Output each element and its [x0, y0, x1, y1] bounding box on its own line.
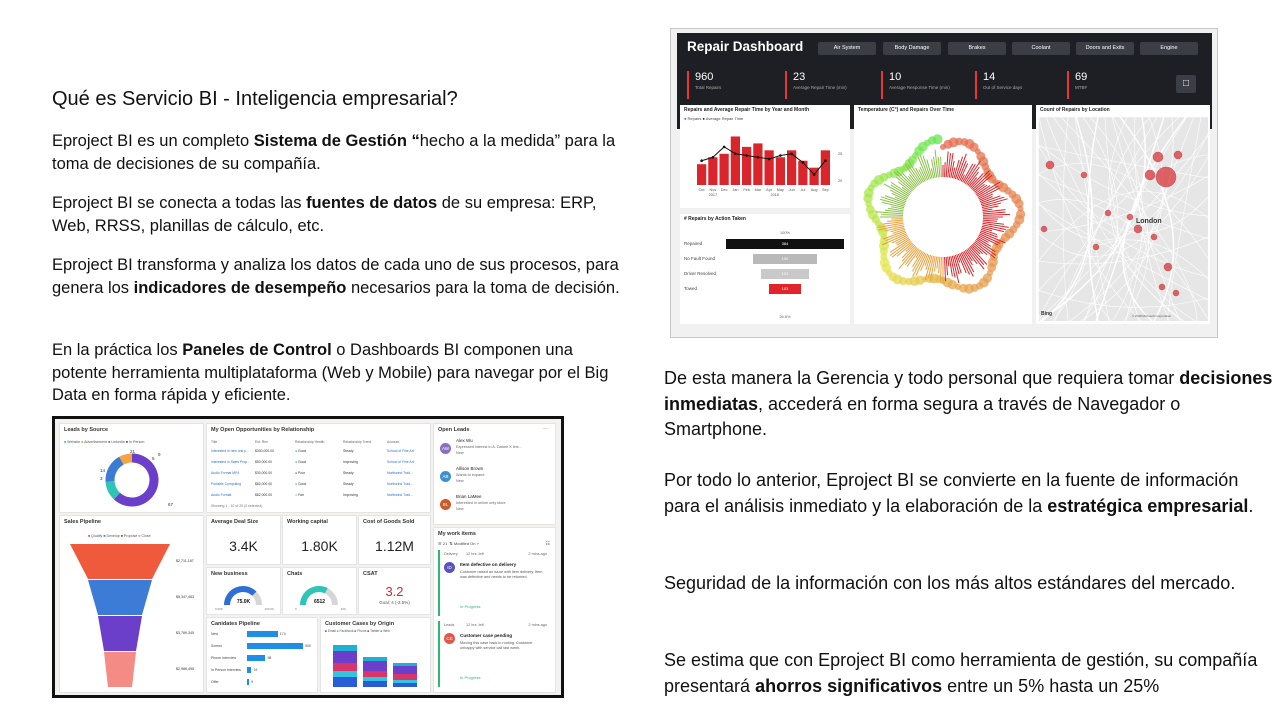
table-cell: Steady: [343, 449, 354, 453]
funnel-label: No Fault Found: [684, 256, 716, 261]
repair-bar: [731, 136, 740, 185]
candidate-value: 174: [279, 632, 286, 636]
map-location-bubble: [1105, 210, 1111, 216]
lead-desc: Wants to expand: [456, 473, 485, 477]
lead-name: Allison Brown: [456, 466, 484, 471]
work-item-ago: 2 mins ago: [528, 623, 547, 627]
month-tick: Mar: [754, 188, 762, 192]
lead-status: New: [456, 451, 464, 455]
cases-segment: [333, 651, 357, 663]
health-dot: ●: [295, 471, 298, 475]
working-capital-title: Working capital: [287, 519, 328, 525]
work-items-card: [433, 527, 556, 693]
donut-label: 3: [100, 476, 103, 481]
table-cell: $50,000.00: [255, 460, 272, 464]
lead-desc: Interested in online only store: [456, 501, 506, 505]
cases-segment: [333, 645, 357, 651]
avg-point: [779, 154, 782, 157]
chat-icon[interactable]: □: [1176, 75, 1196, 93]
map-location-bubble: [1151, 234, 1157, 240]
avatar: AW: [440, 443, 451, 454]
candidate-value: 98: [267, 656, 272, 660]
chats-min: 0: [295, 607, 297, 611]
month-tick: Feb: [743, 188, 750, 192]
map-location-bubble: [1173, 290, 1179, 296]
funnel-bottom-percent: 26.8%: [779, 314, 791, 319]
cases-segment: [393, 666, 417, 674]
data-sources-paragraph: Eproject BI se conecta a todas las fuentes de datos de su empresa: ERP, Web, RRSS, planillas de cálculo, etc.: [52, 194, 597, 235]
donut-label: 9: [158, 452, 161, 457]
repair-bar: [697, 164, 706, 185]
work-item-ago: 2 mins ago: [528, 552, 547, 556]
csat-card: [358, 567, 431, 615]
csat-goal: Goal: 4 (-3.5%): [379, 600, 410, 605]
map-location-bubble: [1153, 152, 1163, 162]
repair-bar: [765, 150, 774, 185]
candidate-bar: [247, 655, 265, 661]
month-tick: Sep: [821, 188, 829, 192]
map-location-bubble: [1174, 151, 1182, 159]
candidate-value: 9: [251, 680, 254, 684]
open-leads-title: Open Leads: [438, 427, 470, 433]
avg-point: [802, 161, 805, 164]
avatar: BL: [440, 499, 451, 510]
repair-bar: [787, 150, 796, 185]
avg-point: [700, 159, 703, 162]
candidate-label: Screen: [211, 644, 223, 648]
repair-bar: [753, 143, 762, 185]
new-business-card: [206, 567, 281, 615]
new-business-min: 0.00K: [215, 607, 223, 611]
funnel-bar: 192: [753, 254, 818, 264]
tab-brakes[interactable]: Brakes: [948, 42, 1006, 55]
repair-spike: [982, 206, 998, 209]
more-icon[interactable]: ···: [543, 426, 549, 432]
table-cell: $30,000.00: [255, 471, 272, 475]
repair-spike: [948, 257, 949, 266]
y-tick: 20: [838, 179, 843, 183]
kpi-out-of-service: 14 Out of Service days: [975, 71, 1022, 99]
work-item-status: In Progress: [460, 604, 481, 609]
table-cell: Steady: [343, 471, 354, 475]
repairs-by-action-panel: [680, 214, 850, 324]
repair-spike: [935, 150, 938, 178]
table-cell: ● Poor: [295, 471, 306, 475]
information-paragraph: Por todo lo anterior, Eproject BI se convierte en la fuente de información para el análisis inmediato y la elaboración de la estratégica empresarial.: [664, 470, 1254, 516]
funnel-bar: 384: [726, 239, 844, 249]
cases-segment: [393, 683, 417, 687]
location-title: Count of Repairs by Location: [1040, 107, 1110, 113]
cases-segment: [333, 671, 357, 677]
candidate-bar: [247, 679, 249, 685]
savings-paragraph: Se estima que con Eproject BI como herramienta de gestión, su compañía presentará ahorros significativos entre un 5% hasta un 25%: [664, 650, 1258, 696]
table-header: Est. Rev: [255, 440, 268, 444]
month-tick: Nov: [709, 188, 717, 192]
repair-spike: [887, 220, 903, 221]
avg-point: [790, 153, 793, 156]
repair-spike: [937, 257, 938, 269]
repair-spike: [945, 162, 946, 177]
avg-point: [745, 154, 748, 157]
table-cell: Portable Computing: [211, 482, 241, 486]
tab-body-damage[interactable]: Body Damage: [883, 42, 941, 55]
lead-desc: Expressed interest in A. Datum X line...: [456, 445, 522, 449]
pipeline-stage: [88, 580, 152, 615]
opportunities-card: [206, 423, 431, 513]
table-cell: $300,000.00: [255, 449, 274, 453]
temperature-radial-chart: [854, 117, 1032, 322]
month-tick: Jan: [732, 188, 739, 192]
cases-legend: ■ Email ■ Facebook ■ Phone ■ Twitter ■ Web: [325, 629, 390, 633]
open-leads-card: [433, 423, 556, 525]
pipeline-stage: [98, 616, 142, 651]
table-cell: ● Good: [295, 482, 307, 486]
chats-card: [282, 567, 357, 615]
location-panel: [1036, 105, 1210, 324]
repairs-legend: ● Repairs ● Average Repair Time: [684, 116, 744, 121]
repair-spike: [983, 220, 997, 221]
health-dot: ●: [295, 482, 298, 486]
kpi-total-repairs: 960 Total Repairs: [687, 71, 721, 99]
funnel-bar: 103: [769, 284, 801, 294]
table-cell: Interested in Sales Prop...: [211, 460, 251, 464]
table-header: Account: [387, 440, 400, 444]
map-location-bubble: [1145, 170, 1155, 180]
repairs-by-month-title: Repairs and Average Repair Time by Year and Month: [684, 107, 810, 113]
cases-segment: [393, 663, 417, 666]
month-tick: Apr: [766, 188, 773, 192]
work-item: [438, 621, 551, 687]
table-cell: $82,000.00: [255, 482, 272, 486]
avg-point: [723, 146, 726, 149]
avg-point: [757, 156, 760, 159]
map-location-bubble: [1127, 214, 1133, 220]
cases-segment: [333, 663, 357, 671]
table-cell: Steady: [343, 482, 354, 486]
cases-segment: [363, 671, 387, 677]
repair-spike: [972, 244, 982, 254]
map-location-bubble: [1041, 226, 1047, 232]
filter-icon[interactable]: ☰: [438, 541, 442, 546]
table-cell: School of Fine Art: [387, 460, 414, 464]
year-tick: 2017: [708, 193, 718, 197]
avg-point: [813, 173, 816, 176]
repair-spike: [941, 157, 942, 177]
map-location-bubble: [1093, 244, 1099, 250]
candidate-label: Phone Interview: [211, 656, 237, 660]
table-cell: ● Good: [295, 460, 307, 464]
opportunities-footer: Showing 1 - 10 of 20 (0 selected): [211, 504, 263, 508]
leads-by-source-card: [59, 423, 204, 513]
security-paragraph: Seguridad de la información con los más altos estándares del mercado.: [664, 573, 1236, 593]
table-cell: Northwind Trad...: [387, 493, 413, 497]
health-dot: ●: [295, 449, 298, 453]
grid-view-icon[interactable]: ☷: [545, 541, 550, 547]
map-location-bubble: [1159, 284, 1165, 290]
dashboards-paragraph: En la práctica los Paneles de Control o Dashboards BI componen una potente herramienta multiplataforma (Web y Mobile) para navegar por el Big Data en forma rápida y eficiente.: [52, 341, 609, 404]
funnel-top-percent: 100%: [779, 230, 791, 235]
month-tick: May: [776, 188, 784, 192]
repair-spike: [946, 257, 947, 275]
candidate-value: 19: [253, 668, 258, 672]
avatar: CE: [444, 633, 455, 644]
map-location-bubble: [1164, 263, 1172, 271]
temperature-panel: [854, 105, 1032, 324]
cases-segment: [393, 680, 417, 683]
month-tick: Jun: [788, 188, 795, 192]
crm-dashboard-screenshot: [52, 416, 564, 698]
repair-spike: [983, 219, 998, 220]
table-cell: Improving: [343, 460, 358, 464]
pipeline-stage: [70, 544, 170, 579]
tab-doors-and-exits[interactable]: Doors and Exits: [1076, 42, 1134, 55]
month-tick: Dec: [720, 188, 728, 192]
work-item-title: Customer case pending: [460, 633, 513, 638]
chats-value: 6512: [313, 599, 326, 605]
cases-segment: [333, 677, 357, 687]
map-copyright: © 2018 Microsoft Corporation: [1132, 314, 1172, 318]
repair-spike: [881, 215, 903, 216]
donut-label: 14: [100, 468, 106, 473]
leads-legend: ■ Website ■ Advertisement ■ LinkedIn ■ In Person: [64, 440, 145, 444]
month-tick: Oct: [698, 188, 705, 192]
work-item-desc: Moving this case back in routing. Customer unhappy with service call last week.: [460, 641, 533, 650]
avatar: ID: [444, 562, 455, 573]
new-business-title: New business: [211, 571, 248, 577]
donut-slice: [110, 461, 121, 482]
customer-cases-chart: [321, 635, 430, 691]
work-items-title: My work items: [438, 531, 476, 537]
donut-slice: [121, 458, 132, 461]
table-cell: Improving: [343, 493, 358, 497]
sales-pipeline-funnel: [60, 540, 203, 690]
pipeline-value: $5,347,463: [176, 595, 194, 599]
repair-spike: [918, 158, 927, 180]
repair-bar: [742, 147, 751, 185]
kpi-response-time: 10 Average Response Time (min): [881, 71, 950, 99]
sort-icon[interactable]: ⇅: [449, 541, 453, 546]
working-capital-value: 1.80K: [301, 538, 338, 554]
work-item-type: Leads: [444, 623, 455, 627]
cases-segment: [363, 661, 387, 671]
repair-bar: [708, 157, 717, 185]
cases-segment: [363, 657, 387, 661]
table-cell: Interested in new unit p...: [211, 449, 249, 453]
table-cell: School of Fine Art: [387, 449, 414, 453]
work-item: [438, 550, 551, 616]
map-location-bubble: [1046, 161, 1054, 169]
donut-slice: [110, 481, 117, 496]
leads-donut-chart: [82, 448, 182, 510]
cogs-value: 1.12M: [375, 538, 414, 554]
pipeline-stage: [104, 652, 136, 687]
avg-point: [712, 156, 715, 159]
month-tick: Jul: [800, 188, 806, 192]
page-title: Qué es Servicio BI - Inteligencia empresarial?: [52, 88, 458, 110]
candidate-bar: [247, 643, 303, 649]
work-item-status: In Progress: [460, 675, 481, 680]
month-tick: Aug: [810, 188, 818, 192]
repair-bar: [821, 150, 830, 185]
new-business-max: 100.0K: [264, 607, 274, 611]
work-item-title: Item defective on delivery: [460, 562, 517, 567]
map-location-bubble: [1081, 172, 1087, 178]
repairs-by-action-title: # Repairs by Action Taken: [684, 216, 746, 222]
candidate-label: In Person Interview: [211, 668, 241, 672]
table-cell: Northwind Trad...: [387, 471, 413, 475]
health-dot: ●: [295, 460, 298, 464]
funnel-label: Driver Resolved: [684, 271, 717, 276]
csat-title: CSAT: [363, 571, 378, 577]
repair-spike: [983, 209, 993, 211]
table-cell: Northwind Trad...: [387, 482, 413, 486]
table-cell: ● Fair: [295, 493, 304, 497]
leads-by-source-title: Leads by Source: [64, 427, 109, 433]
map-location-bubble: [1156, 167, 1176, 187]
y-tick: 25: [838, 152, 843, 156]
map-location-bubble: [1134, 225, 1142, 233]
sales-pipeline-title: Sales Pipeline: [64, 519, 101, 525]
candidate-label: New: [211, 632, 219, 636]
kpi-mtbf: 69 MTBF: [1067, 71, 1087, 99]
funnel-bar: 121: [761, 269, 808, 279]
chats-max: 10K: [340, 607, 346, 611]
repair-bar: [798, 161, 807, 185]
candidate-value: 300: [305, 644, 311, 648]
repairs-bar-line-chart: [680, 119, 850, 209]
table-cell: Audio Format: [211, 493, 232, 497]
management-paragraph: De esta manera la Gerencia y todo personal que requiera tomar decisiones inmediatas, accederá en forma segura a través de Navegador o Smartphone.: [664, 368, 1273, 439]
cogs-title: Cost of Goods Sold: [363, 519, 415, 525]
lead-status: New: [456, 479, 464, 483]
repair-spike: [938, 157, 940, 177]
repair-bar: [720, 154, 729, 185]
sales-pipeline-card: [59, 515, 204, 693]
cases-segment: [363, 681, 387, 687]
repair-spike: [983, 214, 1010, 215]
candidate-bar: [247, 667, 251, 673]
candidate-bar: [247, 631, 278, 637]
new-business-value: 75.0K: [236, 599, 251, 605]
cogs-card: [358, 515, 431, 565]
work-item-desc: Customer raised an issue with item delivery. Item was defective and needs to be returned.: [460, 570, 543, 579]
working-capital-card: [282, 515, 357, 565]
avg-point: [824, 159, 827, 162]
average-deal-value: 3.4K: [229, 538, 258, 554]
cases-segment: [363, 677, 387, 681]
pipeline-value: $3,789,345: [176, 631, 194, 635]
tab-air-system[interactable]: Air System: [818, 42, 876, 55]
year-tick: 2018: [770, 193, 779, 197]
kpi-repair-time: 23 Average Repair Time (min): [785, 71, 847, 99]
tab-coolant[interactable]: Coolant: [1012, 42, 1070, 55]
pipeline-value: $2,986,495: [176, 667, 194, 671]
intro-paragraph: Eproject BI es un completo Sistema de Gestión “hecho a la medida” para la toma de decisiones de su compañía.: [52, 132, 616, 173]
lead-status: New: [456, 507, 464, 511]
tab-engine[interactable]: Engine: [1140, 42, 1198, 55]
health-dot: ●: [295, 493, 298, 497]
customer-cases-card: [320, 617, 431, 693]
map-label-london: London: [1136, 218, 1162, 225]
avatar: AB: [440, 471, 451, 482]
cases-segment: [393, 674, 417, 680]
bing-logo: Bing: [1041, 311, 1053, 317]
table-cell: Audio Format MP4: [211, 471, 240, 475]
work-item-time: 12 hrs. left: [466, 552, 484, 556]
repair-spike: [939, 257, 940, 273]
avg-point: [734, 153, 737, 156]
donut-label: 21: [130, 449, 136, 454]
avg-point: [768, 158, 771, 161]
candidates-pipeline-title: Canidates Pipeline: [211, 621, 260, 627]
repair-dashboard-title: Repair Dashboard: [687, 39, 804, 54]
csat-value: 3.2: [385, 584, 404, 599]
lead-name: Brian LaMee: [456, 494, 482, 499]
work-items-toolbar: ☰ 21 ⇅ Modified On ˅: [438, 541, 479, 546]
temperature-dot: [933, 134, 943, 144]
funnel-label: Towed: [684, 286, 698, 291]
repairs-map: [1038, 117, 1208, 321]
table-header: Relationship Trend: [343, 440, 372, 444]
customer-cases-title: Customer Cases by Origin: [325, 621, 395, 627]
chats-title: Chats: [287, 571, 303, 577]
work-item-time: 12 hrs. left: [466, 623, 484, 627]
average-deal-card: [206, 515, 281, 565]
work-item-type: Delivery: [444, 552, 458, 556]
average-deal-title: Average Deal Size: [211, 519, 259, 525]
repairs-by-month-panel: [680, 105, 850, 208]
candidate-label: Offer: [211, 680, 219, 684]
table-header: Relationship Health: [295, 440, 325, 444]
table-cell: $82,000.00: [255, 493, 272, 497]
funnel-label: Repaired: [684, 241, 703, 246]
table-cell: ● Good: [295, 449, 307, 453]
opportunities-title: My Open Opportunities by Relationship: [211, 427, 315, 433]
temperature-title: Temperature (C°) and Repairs Over Time: [858, 107, 955, 113]
candidates-pipeline-card: [206, 617, 318, 693]
kpi-paragraph: Eproject BI transforma y analiza los datos de cada uno de sus procesos, para genera los indicadores de desempeño necesarios para la toma de decisión.: [52, 256, 620, 297]
repair-bar: [776, 157, 785, 185]
repair-dashboard-screenshot: [670, 28, 1218, 338]
pipeline-legend: ■ Qualify ■ Develop ■ Propose ■ Close: [88, 534, 151, 538]
donut-label: 6: [152, 456, 155, 461]
donut-label: 67: [168, 502, 174, 507]
pipeline-value: $2,711,187: [176, 559, 194, 563]
table-header: Title: [211, 440, 218, 444]
lead-name: Alex Wu: [456, 438, 473, 443]
